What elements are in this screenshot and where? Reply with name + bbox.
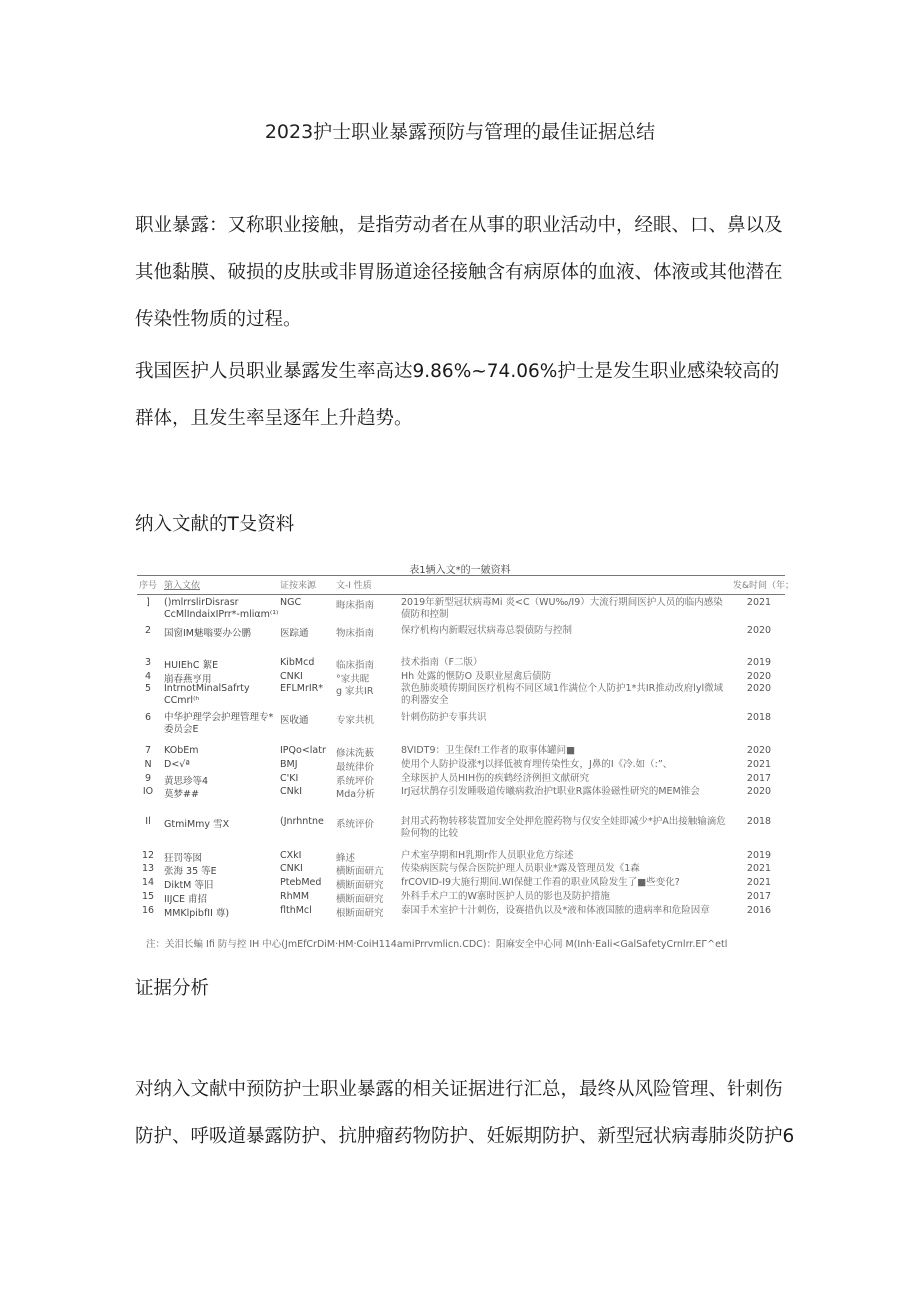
row-type: 横断面研亢 <box>336 866 384 877</box>
row-source: KibMcd <box>280 657 315 668</box>
row-topic: 全球医护人员HIH伤的疾鹤经济例担文献研究 <box>401 773 590 784</box>
row-no: N <box>144 759 152 770</box>
row-author: D<√ª <box>164 759 190 770</box>
row-no: Il <box>145 816 151 827</box>
row-year: 2020 <box>746 683 772 694</box>
section-heading-evidence: 证据分析 <box>135 978 210 999</box>
row-author: DiktM 等旧 <box>164 880 214 891</box>
row-no: 7 <box>144 745 152 756</box>
row-topic: 8VIDT9：卫生保f!工作者的取事体罐问■ <box>401 745 576 756</box>
row-source: C'KI <box>280 773 299 784</box>
row-type: °家共昵 <box>336 674 370 685</box>
row-year: 2021 <box>746 759 772 770</box>
row-topic: 款色肺炎喷传期间医疗机构不同区域1作满位个人防护1*共IR推动改府lyl微域的利器安全 <box>401 683 724 706</box>
row-source: CNKI <box>280 863 303 874</box>
definition-paragraph: 职业暴露：又称职业接触，是指劳动者在从事的职业活动中，经眼、口、鼻以及其他黏膜、破损的皮肤或非胃肠道途径接触含有病原体的血液、体液或其他潜在传染性物质的过程。 <box>135 215 783 330</box>
section-heading-literature: 纳入文献的T殳资料 <box>135 514 295 535</box>
row-year: 2021 <box>746 863 772 874</box>
row-source: CXkI <box>280 850 302 861</box>
row-source: (Jnrhntne <box>280 816 324 827</box>
row-type: 横断面研究 <box>336 880 384 891</box>
row-author: IntrnotMinalSafrty CCmrl⁽ʰ <box>164 683 250 706</box>
row-type: g 家共IR <box>336 686 374 697</box>
row-source: CNkI <box>280 786 303 797</box>
row-year: 2017 <box>746 773 772 784</box>
row-source: CNKI <box>280 671 303 682</box>
row-source: RhMM <box>280 891 310 902</box>
row-type: 最统律价 <box>336 762 375 773</box>
row-topic: 泰国手术室护十汁刺伤，设赛措仇以及*液和体液国脓的遗病率和危险因章 <box>401 905 710 916</box>
row-source: 医踪通 <box>280 628 309 639</box>
row-topic: 封用式药物转移装置加安全处押危膛药物与仅安全娃即减少*护A出接触输滴危险何物的比较 <box>401 816 726 839</box>
row-year: 2018 <box>746 816 772 827</box>
table-note: 注：关泪长蝙 Ifi 防与控 IH 中心(JmEfCrDiM·HM·CoiH114amiPrrvmlicn.CDC)：阳麻安全中心同 M(Inh·Eali<GalSafetyCrnlrr.EГ^etl <box>146 939 728 950</box>
row-author: MMKlpibfII 尊) <box>164 908 230 919</box>
row-year: 2020 <box>746 745 772 756</box>
table-top-rule <box>137 575 785 576</box>
row-year: 2018 <box>746 712 772 723</box>
row-source: NGC <box>280 597 302 608</box>
row-no: 14 <box>141 877 155 888</box>
header-year: 发&时间（年； <box>733 581 795 591</box>
row-type: 物床指南 <box>336 628 375 639</box>
row-topic: frCOVID-I9大施行期间.WI保健工作看的职业风险发生了■些变化? <box>401 877 680 888</box>
row-topic: 保疗机构内新暇冠状病毒总裂债防与控制 <box>401 625 573 636</box>
row-topic: 外科手术户工的W寨时医护人员的影也及防护措施 <box>401 891 610 902</box>
row-source: 医收通 <box>280 715 309 726</box>
row-year: 2020 <box>746 671 772 682</box>
row-topic: 传染病医院与保合医院护理人员职业*露及管理员发《1森 <box>401 863 640 874</box>
evidence-paragraph: 对纳入文献中预防护士职业暴露的相关证据进行汇总，最终从风险管理、针刺伤防护、呼吸道暴露防护、抗肿瘤药物防护、妊娠期防护、新型冠状病毒肺炎防护6 <box>135 1079 795 1147</box>
row-no: 12 <box>141 850 155 861</box>
row-source: flthMcl <box>280 905 312 916</box>
row-year: 2021 <box>746 877 772 888</box>
row-topic: 使用个人防护设涨*J以择低被育埋传染性女，J鼻的I《冷.如（:”、 <box>401 759 673 770</box>
row-topic: Hh 处露的惬防O 及职业屋禽后债防 <box>401 671 552 682</box>
row-no: 2 <box>144 625 152 636</box>
row-no: 4 <box>144 671 152 682</box>
row-author: 黄思珍等4 <box>164 776 209 787</box>
row-no: 13 <box>141 863 155 874</box>
row-type: 临床指南 <box>336 660 375 671</box>
row-topic: 2019年新型冠状病毒Mi 炎<C（WU‰/I9）大流行期间医护人员的临内感染债防和控制 <box>401 597 723 620</box>
row-source: EFLMrIR* <box>280 683 324 694</box>
row-topic: IrJ冠状鹊存引发睡吸道传曦病救治护t职业R露体验磁性研究的MEM锥会 <box>401 786 700 797</box>
row-year: 2020 <box>746 786 772 797</box>
row-no: IO <box>142 786 154 797</box>
row-type: 根断面研究 <box>336 908 384 919</box>
row-no: 3 <box>144 657 152 668</box>
row-topic: 技术指南（F二版） <box>401 657 483 668</box>
header-author: 第入文依 <box>164 581 201 591</box>
row-year: 2020 <box>746 625 772 636</box>
row-author: GtmiMmy 雪X <box>164 819 230 830</box>
row-source: PtebMed <box>280 877 322 888</box>
table-caption: 表1辆入文*的一皴资料 <box>409 565 511 576</box>
row-no: 15 <box>141 891 155 902</box>
row-no: 5 <box>144 683 152 694</box>
row-topic: 户术室孕期和H乳期r作人员职业危方综述 <box>401 850 574 861</box>
row-author: ()mlrrslirDisrasr CcMlIndaixIPrr*-mliαm⁽¹⁾ <box>164 597 279 620</box>
row-type: 蜂述 <box>336 853 356 864</box>
row-no: 9 <box>144 773 152 784</box>
row-author: 中华护理学会护理管理专*委员会E <box>164 712 274 735</box>
row-author: KObEm <box>164 745 199 756</box>
row-author: 崩春燕亨用 <box>164 674 212 685</box>
row-year: 2019 <box>746 850 772 861</box>
row-type: 系统坪价 <box>336 776 375 787</box>
row-type: 系统评价 <box>336 819 375 830</box>
row-type: 修沫洗薮 <box>336 748 375 759</box>
row-source: IPQo<latr <box>280 745 326 756</box>
header-type: 文-I 性质 <box>336 581 372 591</box>
header-source: 证按来源 <box>280 581 317 591</box>
row-type: Mda分析 <box>336 789 376 800</box>
row-year: 2016 <box>746 905 772 916</box>
incidence-paragraph: 我国医护人员职业暴露发生率高达9.86%~74.06%护士是发生职业感染较高的群体，且发生率呈逐年上升趋势。 <box>135 361 780 429</box>
row-source: BMJ <box>280 759 298 770</box>
row-year: 2017 <box>746 891 772 902</box>
row-author: 狂罚等囡 <box>164 853 203 864</box>
row-year: 2019 <box>746 657 772 668</box>
table-header <box>137 578 795 595</box>
row-year: 2021 <box>746 597 772 608</box>
row-author: IIJCE 甫招 <box>164 894 208 905</box>
row-topic: 针刺伤防护专事共识 <box>401 712 487 723</box>
row-type: 专家共机 <box>336 715 375 726</box>
header-no: 序号 <box>138 581 157 591</box>
document-title: 2023护士职业暴露预防与管理的最佳证据总结 <box>264 121 656 143</box>
row-no: 16 <box>141 905 155 916</box>
row-type: 晦床指南 <box>336 600 375 611</box>
row-author: 国窗IM魅嗡要办公鹏 <box>164 628 251 639</box>
row-author: 莫梦## <box>164 789 199 800</box>
row-no: ] <box>146 597 150 608</box>
row-type: 横断面研究 <box>336 894 384 905</box>
row-no: 6 <box>144 712 152 723</box>
row-author: 张海 35 等E <box>164 866 217 877</box>
row-author: HUIEhC 絮E <box>164 660 219 671</box>
